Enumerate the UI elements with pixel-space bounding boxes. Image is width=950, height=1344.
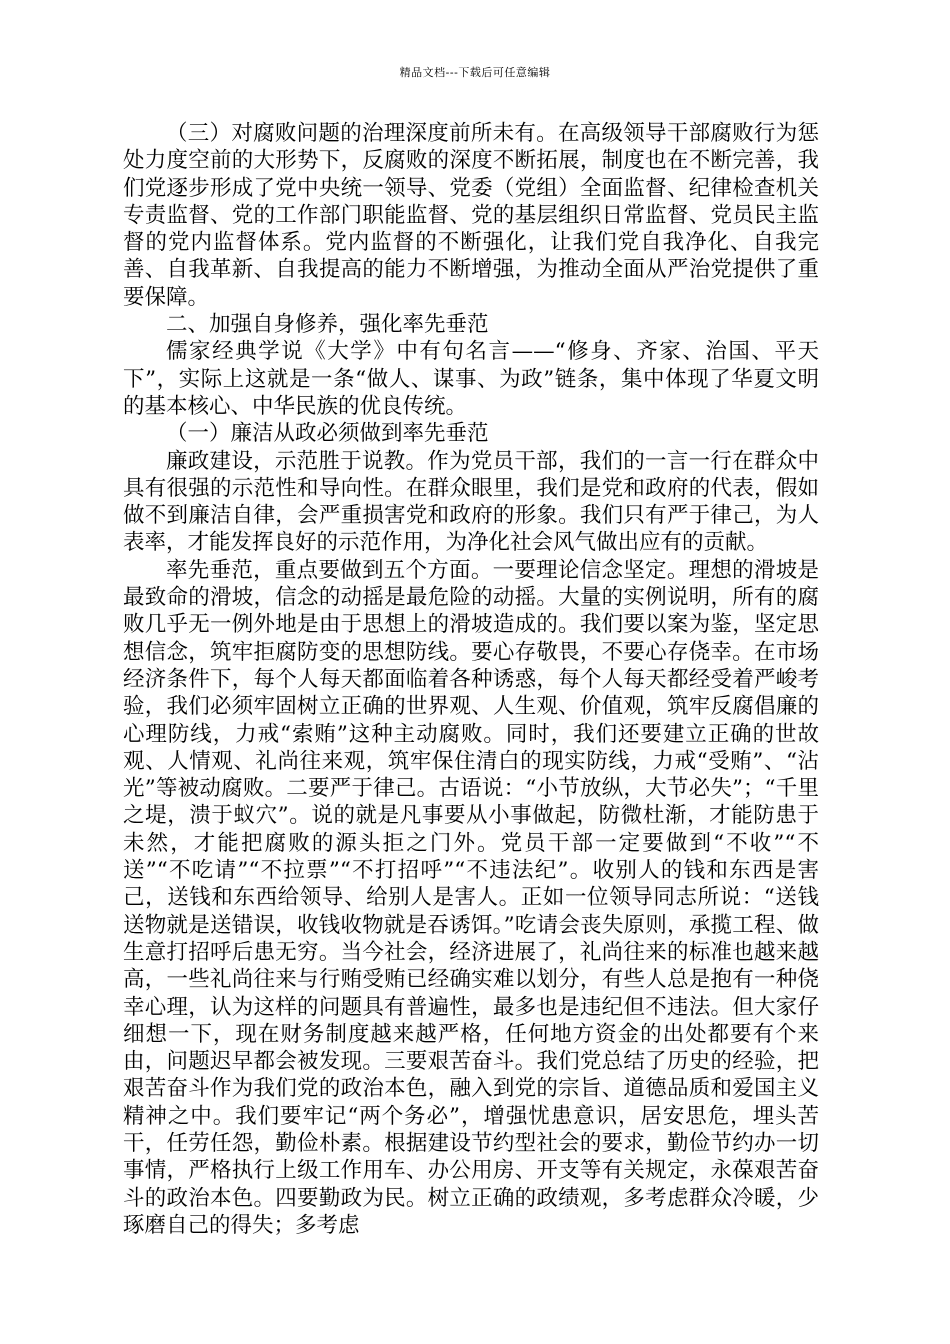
section-heading-two: 二、加强自身修养，强化率先垂范 [166, 312, 489, 338]
paragraph-five-aspects: 率先垂范，重点要做到五个方面。一要理论信念坚定。理想的滑坡是最致命的滑坡，信念的动摇是最危险的动摇。大量的实例说明，所有的腐败几乎无一例外地是由于思想上的滑坡造成的。我们要以案为鉴，坚定思想信念，筑牢拒腐防变的思想防线。要心存敬畏，不要心存侥幸。在市场经济条件下，每个人每天都面临着各种诱惑，每个人每天都经受着严峻考验，我们必须牢固树立正确的世界观、人生观、价值观，筑牢反腐倡廉的心理防线，力戒“索贿”这种主动腐败。同时，我们还要建立正确的世故观、人情观、礼尚往来观，筑牢保住清白的现实防线，力戒“受贿”、“沾光”等被动腐败。二要严于律己。古语说：“小节放纵，大节必失”；“千里之堤，溃于蚁穴”。说的就是凡事要从小事做起，防微杜渐，才能防患于未然，才能把腐败的源头拒之门外。党员干部一定要做到“不收”“不送”“不吃请”“不拉票”“不打招呼”“不违法纪”。收别人的钱和东西是害己，送钱和东西给领导、给别人是害人。正如一位领导同志所说：“送钱送物就是送错误，收钱收物就是吞诱饵。”吃请会丧失原则，承揽工程、做生意打招呼后患无穷。当今社会，经济进展了，礼尚往来的标准也越来越高，一些礼尚往来与行贿受贿已经确实难以划分，有些人总是抱有一种侥幸心理，认为这样的问题具有普遍性，最多也是违纪但不违法。但大家仔细想一下，现在财务制度越来越严格，任何地方资金的出处都要有个来由，问题迟早都会被发现。三要艰苦奋斗。我们党总结了历史的经验，把艰苦奋斗作为我们党的政治本色，融入到党的宗旨、道德品质和爱国主义精神之中。我们要牢记“两个务必”，增强忧患意识，居安思危，埋头苦干，任劳任怨，勤俭朴素。根据建设节约型社会的要求，勤俭节约办一切事情，严格执行上级工作用车、办公用房、开支等有关规定，永葆艰苦奋斗的政治本色。四要勤政为民。树立正确的政绩观，多考虑群众冷暖，少琢磨自己的得失；多考虑 [123, 557, 819, 1238]
subsection-heading-one: （一）廉洁从政必须做到率先垂范 [166, 421, 489, 447]
paragraph-daxue-quote: 儒家经典学说《大学》中有句名言——“修身、齐家、治国、平天下”，实际上这就是一条“做人、谋事、为政”链条，集中体现了华夏文明的基本核心、中华民族的优良传统。 [123, 339, 819, 419]
paragraph-section-three: （三）对腐败问题的治理深度前所未有。在高级领导干部腐败行为惩处力度空前的大形势下，反腐败的深度不断拓展，制度也在不断完善，我们党逐步形成了党中央统一领导、党委（党组）全面监督、纪律检查机关专责监督、党的工作部门职能监督、党的基层组织日常监督、党员民主监督的党内监督体系。党内监督的不断强化，让我们党自我净化、自我完善、自我革新、自我提高的能力不断增强，为推动全面从严治党提供了重要保障。 [123, 121, 819, 310]
page-header-watermark: 精品文档---下载后可任意编辑 [399, 66, 551, 79]
document-body [123, 120, 819, 1239]
paragraph-integrity-example: 廉政建设，示范胜于说教。作为党员干部，我们的一言一行在群众中具有很强的示范性和导向性。在群众眼里，我们是党和政府的代表，假如做不到廉洁自律，会严重损害党和政府的形象。我们只有严于律己，为人表率，才能发挥良好的示范作用，为净化社会风气做出应有的贡献。 [123, 448, 819, 556]
